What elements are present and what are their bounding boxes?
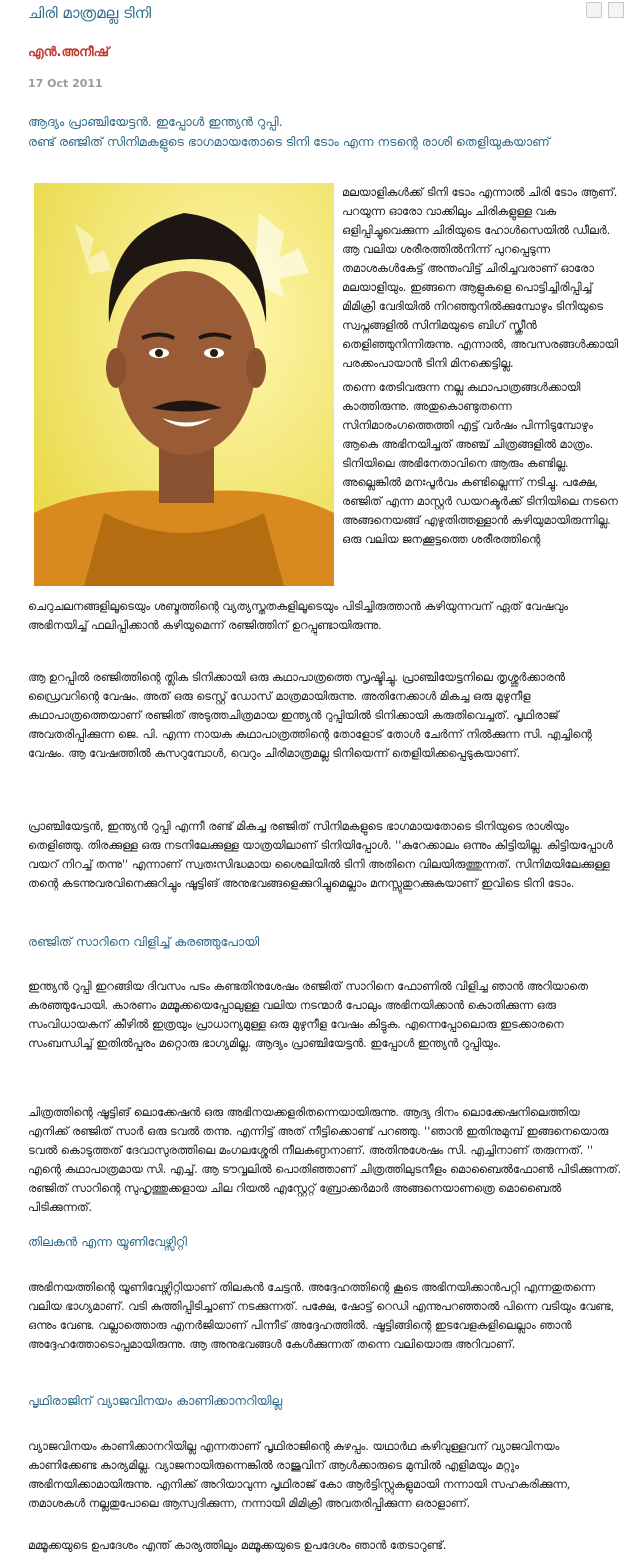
subheading-prithviraj: പൃഥിരാജിന് വ്യാജവിനയം കാണിക്കാനറിയില്ല (28, 1393, 283, 1408)
paragraph-7: അഭിനയത്തിന്റെ യൂണിവേഴ്സിറ്റിയാണ് തിലകൻ ചേട്ടൻ. അദ്ദേഹത്തിന്റെ കൂടെ അഭിനയിക്കാൻപറ്റി എന്നതുതന്നെ വലിയ ഭാഗ്യമാണ്. വടി കുത്തിപ്പിടിച്ചാണ് നടക്കുന്നത്. പക്ഷേ, ഷോട്ട് റെഡി എന്നുപറഞ്ഞാൽ പിന്നെ വടിയും വേണ്ട, ഒന്നും വേണ്ട. വല്ലാത്തൊരു എനർജിയാണ് പിന്നീട് അദ്ദേഹത്തിൽ. ഷൂട്ടിങ്ങിന്റെ ഇടവേളകളിലെല്ലാം ഞാൻ അദ്ദേഹത്തോടൊപ്പമായിരുന്നു. ആ അനുഭവങ്ങൾ കേൾക്കുന്നത് തന്നെ വലിയൊരു അറിവാണ്. (28, 1281, 615, 1351)
subheading-thilakan: തിലകൻ എന്ന യൂണിവേഴ്സിറ്റി (28, 1234, 187, 1249)
article-deck (28, 112, 618, 152)
paragraph-9: മമ്മൂക്കയുടെ ഉപദേശം എന്ത് കാര്യത്തിലും മമ്മൂക്കയുടെ ഉപദേശം ഞാൻ തേടാറുണ്ട്. (28, 1539, 447, 1552)
paragraph-6: ചിത്രത്തിന്റെ ഷൂട്ടിങ് ലൊക്കേഷൻ ഒരു അഭിനയക്കളരിതന്നെയായിരുന്നു. ആദ്യ ദിനം ലൊക്കേഷനിലെത്തിയ എനിക്ക് രഞ്ജിത് സാർ ഒരു ടവൽ തന്നു. എന്നിട്ട് അത് നീട്ടിക്കൊണ്ട് പറഞ്ഞു. ''ഞാൻ ഇതിനുമുമ്പ് ഇങ്ങനെയൊരു ടവൽ കൊടുത്തത് ദേവാസുരത്തിലെ മംഗലശ്ശേരി നീലകണ്ഠനാണ്. അതിനുശേഷം സി. എച്ചിനാണ് തരുന്നത്. '' എന്റെ കഥാപാത്രമായ സി. എച്ച്. ആ ടൗവ്വലിൽ പൊതിഞ്ഞാണ് ചിത്രത്തിലുടനീളം മൊബൈൽഫോൺ പിടിക്കുന്നത്. രഞ്ജിത് സാറിന്റെ സുഹൃത്തുക്കളായ ചില റിയൽ എസ്റ്റേറ്റ് ബ്രോക്കർമാർ അങ്ങനെയാണത്രെ മൊബൈൽ പിടിക്കുന്നത്. (28, 1106, 622, 1214)
article-date: 17 Oct 2011 (28, 77, 103, 90)
paragraph-2-column: തന്നെ തേടിവരുന്ന നല്ല കഥാപാത്രങ്ങൾക്കായി കാത്തിരുന്നു. അതുകൊണ്ടുതന്നെ സിനിമാരംഗത്തെത്തി എട്ട് വർഷം പിന്നിടുമ്പോഴും ആകെ അഭിനയിച്ചത് അഞ്ച് ചിത്രങ്ങളിൽ മാത്രം. ടിനിയിലെ അഭിനേതാവിനെ ആരും കണ്ടില്ല. അല്ലെങ്കിൽ മനഃപൂർവം കണ്ടില്ലെന്ന് നടിച്ചു. പക്ഷേ, രഞ്ജിത് എന്ന മാസ്റ്റർ ഡയറക്ടർക്ക് ടിനിയിലെ നടനെ അങ്ങനെയങ്ങ് എഴുതിത്തള്ളാൻ കഴിയുമായിരുന്നില്ല. ഒരു വലിയ ജനക്കൂട്ടത്തെ ശരീരത്തിന്റെ (342, 381, 618, 546)
article-author[interactable]: എൻ.അനീഷ് (28, 45, 109, 60)
paragraph-3: ആ ഉറപ്പിൽ രഞ്ജിത്തിന്റെ ത്ലിക ടിനിക്കായി ഒരു കഥാപാത്രത്തെ സൃഷ്ടിച്ചു. പ്രാഞ്ചിയേട്ടനിലെ തൃശ്ശൂർക്കാരൻ ഡ്രൈവറിന്റെ വേഷം. അത് ഒരു ടെസ്റ്റ് ഡോസ് മാത്രമായിരുന്നു. അതിനേക്കാൾ മികച്ച ഒരു മുഴുനീള കഥാപാത്രത്തെയാണ് രഞ്ജിത് അടുത്തചിത്രമായ ഇന്ത്യൻ റുപ്പിയിൽ ടിനിക്കായി കരുതിവെച്ചത്. പൃഥിരാജ് അവതരിപ്പിക്കുന്ന ജെ. പി. എന്ന നായക കഥാപാത്രത്തിന്റെ തോളോട് തോൾ ചേർന്ന് നിൽക്കുന്ന സി. എച്ചിന്റെ വേഷം. ആ വേഷത്തിൽ കസറുമ്പോൾ, വെറും ചിരിമാത്രമല്ല ടിനിയെന്ന് തെളിയിക്കപ്പെടുകയാണ്. (28, 671, 592, 760)
print-icon[interactable] (586, 2, 602, 18)
paragraph-5: ഇന്ത്യൻ റുപ്പി ഇറങ്ങിയ ദിവസം പടം കണ്ടതിനുശേഷം രഞ്ജിത് സാറിനെ ഫോണിൽ വിളിച്ച ഞാൻ അറിയാതെ കരഞ്ഞുപോയി. കാരണം മമ്മൂക്കയെപ്പോലുള്ള വലിയ നടന്മാർ പോലും അഭിനയിക്കാൻ കൊതിക്കുന്ന ഒരു സംവിധായകന് കീഴിൽ ഇത്രയും പ്രാധാന്യമുള്ള ഒരു മുഴുനീള വേഷം കിട്ടുക. എന്നെപ്പോലൊരു ഇടക്കാരനെ സംബന്ധിച്ച് ഇതിൽപ്പരം മറ്റൊരു ഭാഗ്യമില്ല. ആദ്യം പ്രാഞ്ചിയേട്ടൻ. ഇപ്പോൾ ഇന്ത്യൻ റുപ്പിയും. (28, 980, 588, 1050)
article-tools (586, 2, 624, 18)
paragraph-4: പ്രാഞ്ചിയേട്ടൻ, ഇന്ത്യൻ റുപ്പി എന്നീ രണ്ട് മികച്ച രഞ്ജിത് സിനിമകളുടെ ഭാഗമായതോടെ ടിനിയുടെ രാശിയും തെളിഞ്ഞു. തിരക്കുള്ള ഒരു നടനിലേക്കുള്ള യാത്രയിലാണ് ടിനിയിപ്പോൾ. ''കുറേക്കാലം ഒന്നും കിട്ടിയില്ല. കിട്ടിയപ്പോൾ വയറ് നിറച്ച് തന്നു'' എന്നാണ് സ്വതഃസിദ്ധമായ ശൈലിയിൽ ടിനി അതിനെ വിലയിരുത്തുന്നത്. സിനിമയിലേക്കുള്ള തന്റെ കടന്നുവരവിനെക്കുറിച്ചും ഷൂട്ടിങ് അനുഭവങ്ങളെക്കുറിച്ചുമെല്ലാം മനസ്സുതുറക്കുകയാണ് ഇവിടെ ടിനി ടോം. (28, 820, 613, 890)
subheading-ranjith: രഞ്ജിത് സാറിനെ വിളിച്ച് കരഞ്ഞുപോയി (28, 934, 260, 949)
portrait-illustration (34, 183, 334, 586)
tini-tom-photo (34, 183, 334, 586)
article-title: ചിരി മാത്രമല്ല ടിനി (28, 4, 152, 22)
paragraph-8: വ്യാജവിനയം കാണിക്കാനറിയില്ല എന്നതാണ് പൃഥിരാജിന്റെ കുഴപ്പം. യഥാർഥ കഴിവുള്ളവന് വ്യാജവിനയം കാണിക്കേണ്ട കാര്യമില്ല. വ്യാജനായിരുന്നെങ്കിൽ രാജുവിന് ആൾക്കാരുടെ മുമ്പിൽ എളിമയും മറ്റും അഭിനയിക്കാമായിരുന്നു. എനിക്ക് അറിയാവുന്ന പൃഥിരാജ് കോ ആർട്ടിസ്റ്റുകളുമായി നന്നായി സഹകരിക്കുന്ന, തമാശകൾ നല്ലതുപോലെ ആസ്വദിക്കുന്ന, നന്നായി മിമിക്രി അവതരിപ്പിക്കുന്ന ഒരാളാണ്. (28, 1440, 571, 1510)
deck-line-1: ആദ്യം പ്രാഞ്ചിയേട്ടൻ. ഇപ്പോൾ ഇന്ത്യൻ റുപ്പി. (28, 114, 283, 129)
paragraph-2-continued: ചെറുചലനങ്ങളിലൂടെയും ശബ്ദത്തിന്റെ വ്യത്യസ്തതകളിലൂടെയും പിടിച്ചിരുത്താൻ കഴിയുന്നവന് ഏത് വേഷവും അഭിനയിച്ച് ഫലിപ്പിക്കാൻ കഴിയുമെന്ന് രഞ്ജിത്തിന് ഉറപ്പുണ്ടായിരുന്നു. (28, 600, 568, 632)
deck-line-2: രണ്ട് രഞ്ജിത് സിനിമകളുടെ ഭാഗമായതോടെ ടിനി ടോം എന്ന നടന്റെ രാശി തെളിയുകയാണ് (28, 134, 550, 149)
mail-icon[interactable] (608, 2, 624, 18)
paragraph-intro: മലയാളികൾക്ക് ടിനി ടോം എന്നാൽ ചിരി ടോം ആണ്. പറയുന്ന ഓരോ വാക്കിലും ചിരികളുള്ള വക ഒളിപ്പിച്ചുവെക്കുന്ന ചിരിയുടെ ഹോൾസെയിൽ ഡീലർ. ആ വലിയ ശരീരത്തിൽനിന്ന് പുറപ്പെടുന്ന തമാശകൾകേട്ട് അന്തംവിട്ട് ചിരിച്ചവരാണ് ഓരോ മലയാളിയും. ഇങ്ങനെ ആളുകളെ പൊട്ടിച്ചിരിപ്പിച്ച് മിമിക്രി വേദിയിൽ നിറഞ്ഞുനിൽക്കുമ്പോഴും ടിനിയുടെ സ്വപ്നങ്ങളിൽ സിനിമയുടെ ബിഗ് സ്ക്രീൻ തെളിഞ്ഞുനിന്നിരുന്നു. എന്നാൽ, അവസരങ്ങൾക്കായി പരക്കംപായാൻ ടിനി മിനക്കെട്ടില്ല. (342, 186, 619, 370)
